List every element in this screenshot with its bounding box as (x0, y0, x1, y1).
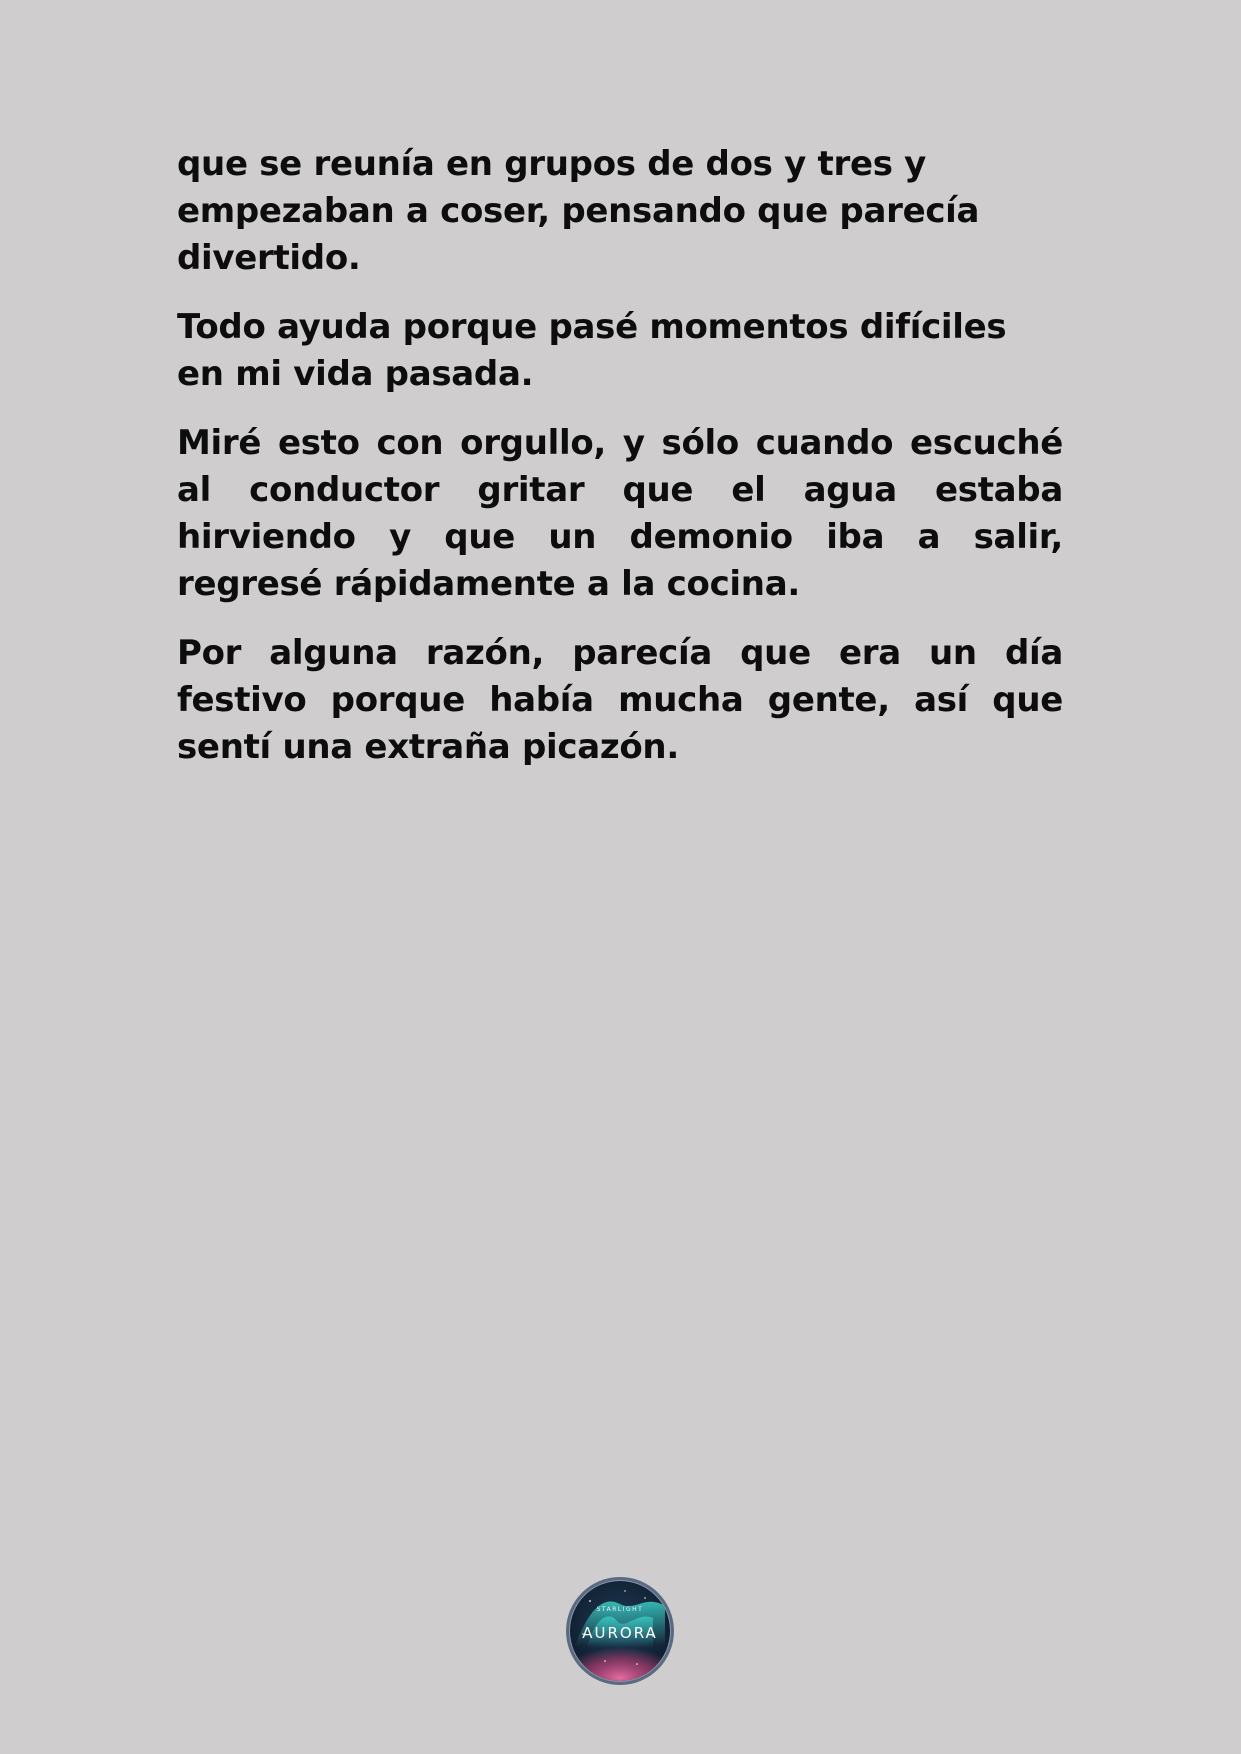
paragraph-4: Por alguna razón, parecía que era un día festivo porque había mucha gente, así que sentí una extraña picazón. (177, 633, 1063, 767)
paragraph-2: Todo ayuda porque pasé momentos difíciles en mi vida pasada. (177, 307, 1007, 394)
paragraph-3: Miré esto con orgullo, y sólo cuando escuché al conductor gritar que el agua estaba hirviendo y que un demonio iba a salir, regresé rápidamente a la cocina. (177, 423, 1063, 604)
paragraph-1: que se reunía en grupos de dos y tres y empezaban a coser, pensando que parecía divertido. (177, 144, 980, 278)
aurora-logo (565, 1576, 675, 1686)
logo-top-text: STARLIGHT (596, 1606, 644, 1613)
aurora-logo-icon (565, 1576, 675, 1686)
logo-main-text: AURORA (582, 1624, 658, 1642)
body-text (177, 141, 1063, 793)
